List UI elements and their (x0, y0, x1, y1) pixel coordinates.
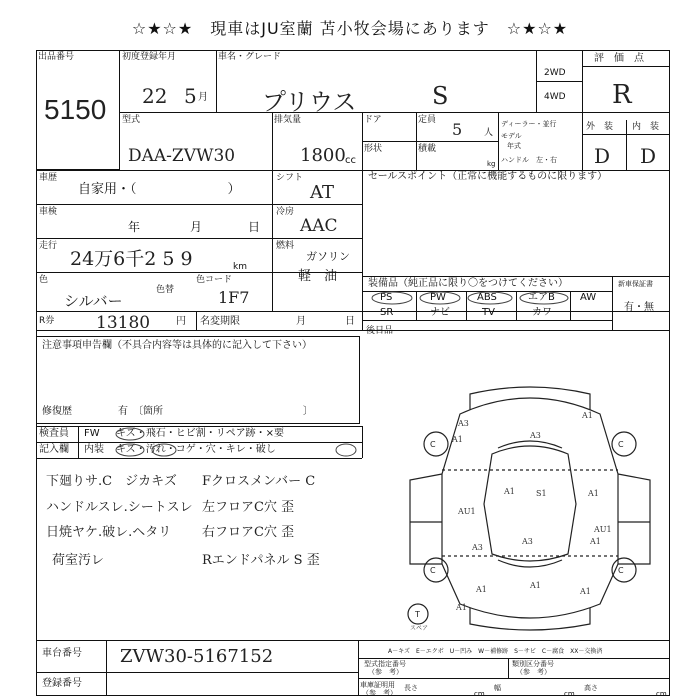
cert-ref: （参 考） (362, 689, 397, 697)
mileage-value: 24万6千2 5 9 (70, 248, 193, 270)
rear-seat-line (362, 330, 670, 331)
banner-text: ☆★☆★ 現車はJU室蘭 苫小牧会場にあります ☆★☆★ (131, 19, 569, 38)
v-line-3 (582, 50, 583, 170)
color-code-value: 1F7 (218, 288, 250, 307)
shift-value: AT (310, 182, 335, 203)
type-designation-ref: （参 考） (368, 668, 403, 676)
equipment-label: 装備品（純正品に限り〇をつけてください） (368, 278, 568, 289)
equip-sr: SR (380, 307, 394, 318)
cert-height-unit: cm (656, 690, 667, 698)
notes-label: 注意事項申告欄（不具合内容等は具体的に記入して下さい） (42, 340, 312, 351)
v-line-7 (498, 112, 499, 170)
inspection-line (36, 238, 362, 239)
mark-11: A3 (522, 537, 533, 546)
equip-leather: カワ (532, 307, 552, 318)
color-change-label: 色替 (156, 285, 175, 295)
chassis-top-line (36, 640, 670, 641)
aircon-value: AAC (300, 216, 338, 236)
ref-mid (358, 678, 670, 679)
ext-int-vline (626, 120, 627, 170)
fuel-light-oil: 軽 油 (298, 269, 338, 284)
v-line-4 (272, 112, 273, 170)
damage-legend: A－キズ E－エクボ U－凹み W－補修跡 S－サビ C－腐食 XX－交換済 (388, 648, 603, 655)
chassis-vline (106, 640, 107, 696)
note-line-5: Fクロスメンバー C (202, 474, 316, 489)
chassis-mid-line (36, 672, 358, 673)
interior-label: 内 装 (632, 122, 660, 132)
voucher-value: 13180 (96, 313, 151, 333)
tire-mark-rl: C (430, 566, 436, 575)
tire-mark-rr: C (618, 566, 624, 575)
mark-8: A1 (588, 489, 599, 498)
lot-label: 出品番号 (38, 52, 75, 62)
model-name-label: 車名・グレード (218, 52, 282, 62)
mark-16: A1 (456, 603, 467, 612)
inspector-items: キズ・飛石・ヒビ割・リペア跡・×要 (116, 428, 284, 439)
equip-tv: TV (482, 307, 495, 318)
inspector-bottom-line (36, 458, 362, 459)
exterior-label: 外 装 (586, 122, 614, 132)
drive-4wd: 4WD (544, 92, 566, 102)
equipment-circles (362, 276, 612, 326)
equip-aw: AW (580, 292, 597, 303)
mark-2: A1 (582, 411, 593, 420)
note-line-6: 左フロアC穴 歪 (202, 500, 295, 515)
type-label: 型式 (122, 115, 141, 125)
right-side-outline (618, 474, 650, 564)
cert-length: 長さ (404, 684, 418, 692)
score-value: R (612, 80, 632, 110)
writer-inner: 内装 (84, 444, 104, 455)
ref-vline (508, 658, 509, 678)
writer-items: キズ・汚れ・コゲ・穴・キレ・破し (116, 444, 276, 455)
model-grade-value: S (432, 82, 449, 110)
first-reg-month: 5 (184, 84, 197, 108)
equip-pw: PW (430, 292, 446, 303)
note-line-3: 日焼ヤケ.破レ.ヘタリ (46, 525, 172, 540)
history-value: 自家用・（ ） (78, 182, 241, 197)
inspector-fw: FW (84, 428, 100, 439)
note-line-8: Rエンドパネル S 歪 (202, 553, 320, 568)
mark-12: AU1 (594, 525, 612, 534)
inspector-circles (108, 426, 358, 458)
cert-width: 幅 (494, 684, 501, 692)
color-value: シルバー (64, 292, 123, 310)
color-code-label: 色コード (196, 275, 233, 285)
tire-mark-fl: C (430, 440, 436, 449)
inspector-right (362, 426, 363, 458)
mark-3: A3 (458, 419, 469, 428)
rear-seat-label: 後日品 (366, 326, 394, 336)
cert-height: 高さ (584, 684, 598, 692)
row2-mid-line (362, 141, 498, 142)
first-reg-label: 初度登録年月 (122, 52, 177, 62)
voucher-label: R券 (39, 316, 55, 326)
warranty-value: 有・無 (624, 302, 654, 313)
spare-mark: T (415, 610, 420, 619)
model-name-value: プリウス (262, 88, 357, 116)
row1-bottom-line (120, 112, 670, 113)
mark-15: A1 (580, 587, 591, 596)
displacement-value: 1800 (300, 145, 346, 166)
chassis-value: ZVW30-5167152 (120, 646, 274, 667)
mark-14: A1 (476, 585, 487, 594)
displacement-label: 排気量 (274, 115, 302, 125)
color-label: 色 (39, 275, 49, 285)
note-line-7: 右フロアC穴 歪 (202, 525, 295, 540)
front-left-tire (424, 432, 448, 456)
equip-airbag: エアB (528, 292, 555, 303)
equip-navi: ナビ (430, 307, 450, 318)
term-label: 名変期限 (200, 316, 240, 327)
tire-mark-fr: C (618, 440, 624, 449)
capacity-unit: 人 (484, 128, 494, 138)
fuel-label: 燃料 (276, 241, 295, 251)
first-reg-month-unit: 月 (198, 92, 208, 103)
front-right-tire (612, 432, 636, 456)
inspection-year: 年 (128, 220, 141, 234)
doors-label: ドア (364, 115, 382, 125)
category-label: 類別区分番号 (512, 660, 554, 668)
mark-4: A1 (452, 435, 463, 444)
model-year-label1: モデル (501, 132, 522, 140)
mileage-label: 走行 (39, 241, 58, 251)
load-label: 積載 (418, 144, 437, 154)
displacement-unit: cc (345, 155, 356, 166)
note-line-4: 荷室汚レ (52, 553, 105, 568)
exterior-grade: D (594, 144, 611, 168)
load-unit: kg (487, 160, 496, 168)
mark-10: A1 (590, 537, 601, 546)
term-month: 月 (296, 316, 306, 327)
voucher-unit: 円 (176, 316, 186, 327)
rear-hood (470, 608, 590, 630)
warranty-vline (612, 276, 613, 330)
capacity-label: 定員 (418, 115, 437, 125)
capacity-value: 5 (452, 120, 463, 139)
repair-history-value: 有 〔箇所 〕 (118, 406, 313, 417)
cert-width-unit: cm (564, 690, 575, 698)
history-line (36, 204, 362, 205)
v-line-8 (272, 170, 273, 311)
equip-ps: PS (380, 292, 393, 303)
category-ref: （参 考） (516, 668, 551, 676)
first-reg-year: 22 (142, 84, 168, 108)
mark-9: A3 (472, 543, 483, 552)
aircon-label: 冷房 (276, 207, 295, 217)
history-label: 車歴 (39, 173, 58, 183)
registration-label: 登録番号 (42, 678, 82, 689)
shift-label: シフト (276, 173, 304, 183)
inspector-label: 検査員 (39, 428, 69, 439)
front-glass (498, 441, 562, 448)
inspection-month: 月 (190, 220, 203, 234)
sales-point-label: セールスポイント（正常に機能するものに限ります） (368, 171, 608, 182)
chassis-label: 車台番号 (42, 648, 82, 659)
interior-grade: D (640, 144, 657, 168)
score-divider (582, 66, 670, 67)
note-line-2: ハンドルスレ.シートスレ (46, 500, 193, 515)
spare-label: スペア (410, 625, 429, 632)
v-line-9 (196, 311, 197, 330)
handle-label: ハンドル 左・右 (501, 156, 557, 164)
inspection-label: 車検 (39, 207, 58, 217)
inspection-day: 日 (248, 220, 261, 234)
type-designation-label: 型式指定番号 (364, 660, 406, 668)
type-value: DAA-ZVW30 (128, 146, 236, 166)
voucher-line (36, 330, 362, 331)
dealer-label: ディーラー・並行 (501, 120, 557, 128)
inspector-v1 (78, 426, 79, 458)
warranty-label: 新車保証書 (618, 280, 653, 288)
shape-label: 形状 (364, 144, 383, 154)
mark-1: A3 (530, 431, 541, 440)
car-damage-diagram (400, 384, 670, 634)
drive-divider (536, 81, 582, 82)
chassis-right-vline (358, 640, 359, 696)
left-side-outline (410, 474, 442, 564)
cert-label: 車庫証明用 (360, 681, 395, 689)
equip-abs: ABS (477, 292, 497, 303)
score-label: 評 価 点 (594, 53, 644, 64)
v-line-1 (216, 50, 217, 112)
legend-bottom (358, 658, 670, 659)
writer-label: 記入欄 (39, 444, 69, 455)
drive-2wd: 2WD (544, 68, 566, 78)
repair-history-label: 修復歴 (42, 406, 72, 417)
fuel-gasoline: ガソリン (306, 250, 350, 263)
cert-length-unit: cm (474, 690, 485, 698)
mileage-unit: km (233, 262, 247, 272)
mark-5: S1 (536, 489, 547, 498)
mark-7: AU1 (458, 507, 476, 516)
term-day: 日 (345, 316, 355, 327)
note-line-1: 下廻りサ.C ジカキズ (46, 474, 177, 489)
model-year-label2: 年式 (507, 142, 521, 150)
mark-13: A1 (530, 581, 541, 590)
lot-number: 5150 (44, 94, 107, 125)
mark-6: A1 (504, 487, 515, 496)
